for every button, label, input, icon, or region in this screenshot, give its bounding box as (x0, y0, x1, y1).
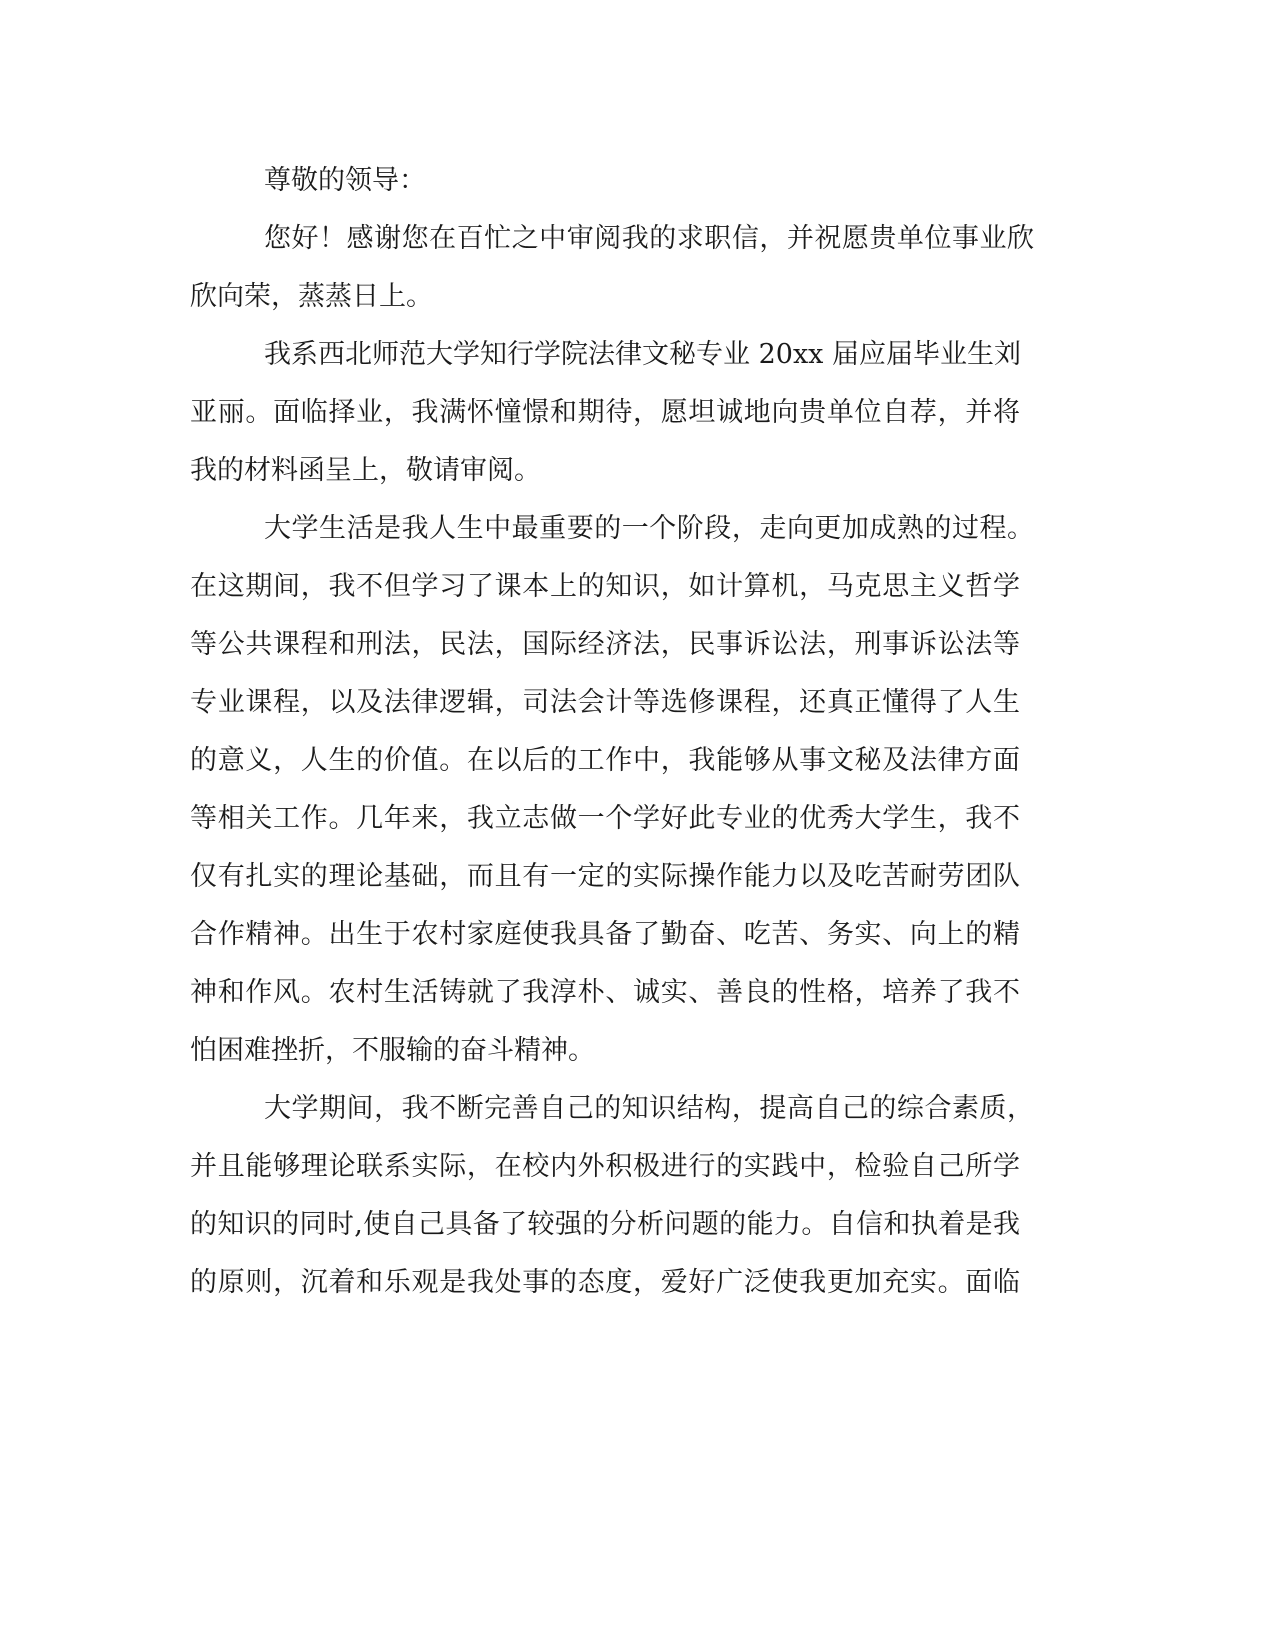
paragraph-line: 的意义，人生的价值。在以后的工作中，我能够从事文秘及法律方面 (190, 745, 1020, 776)
paragraph-line: 亚丽。面临择业，我满怀憧憬和期待，愿坦诚地向贵单位自荐，并将 (190, 397, 1020, 428)
paragraph-line: 的原则，沉着和乐观是我处事的态度，爱好广泛使我更加充实。面临 (190, 1267, 1020, 1298)
paragraph-line: 我系西北师范大学知行学院法律文秘专业 20xx 届应届毕业生刘 (264, 339, 1021, 370)
paragraph-line: 您好！感谢您在百忙之中审阅我的求职信，并祝愿贵单位事业欣 (264, 223, 1034, 254)
paragraph-line: 在这期间，我不但学习了课本上的知识，如计算机，马克思主义哲学 (190, 571, 1020, 602)
paragraph-line: 等公共课程和刑法，民法，国际经济法，民事诉讼法，刑事诉讼法等 (190, 629, 1020, 660)
paragraph-line: 大学期间，我不断完善自己的知识结构，提高自己的综合素质， (264, 1093, 1034, 1124)
salutation: 尊敬的领导： (264, 165, 426, 196)
paragraph-line: 专业课程，以及法律逻辑，司法会计等选修课程，还真正懂得了人生 (190, 687, 1020, 718)
paragraph-line: 等相关工作。几年来，我立志做一个学好此专业的优秀大学生，我不 (190, 803, 1020, 834)
paragraph-line: 的知识的同时,使自己具备了较强的分析问题的能力。自信和执着是我 (190, 1209, 1020, 1240)
paragraph-line: 神和作风。农村生活铸就了我淳朴、诚实、善良的性格，培养了我不 (190, 977, 1020, 1008)
paragraph-line: 并且能够理论联系实际，在校内外积极进行的实践中，检验自己所学 (190, 1151, 1020, 1182)
paragraph-line: 欣向荣，蒸蒸日上。 (190, 281, 433, 312)
paragraph-line: 大学生活是我人生中最重要的一个阶段，走向更加成熟的过程。 (264, 513, 1034, 544)
paragraph-line: 我的材料函呈上，敬请审阅。 (190, 455, 541, 486)
paragraph-line: 仅有扎实的理论基础，而且有一定的实际操作能力以及吃苦耐劳团队 (190, 861, 1020, 892)
paragraph-line: 合作精神。出生于农村家庭使我具备了勤奋、吃苦、务实、向上的精 (190, 919, 1020, 950)
paragraph-line: 怕困难挫折，不服输的奋斗精神。 (190, 1035, 595, 1066)
